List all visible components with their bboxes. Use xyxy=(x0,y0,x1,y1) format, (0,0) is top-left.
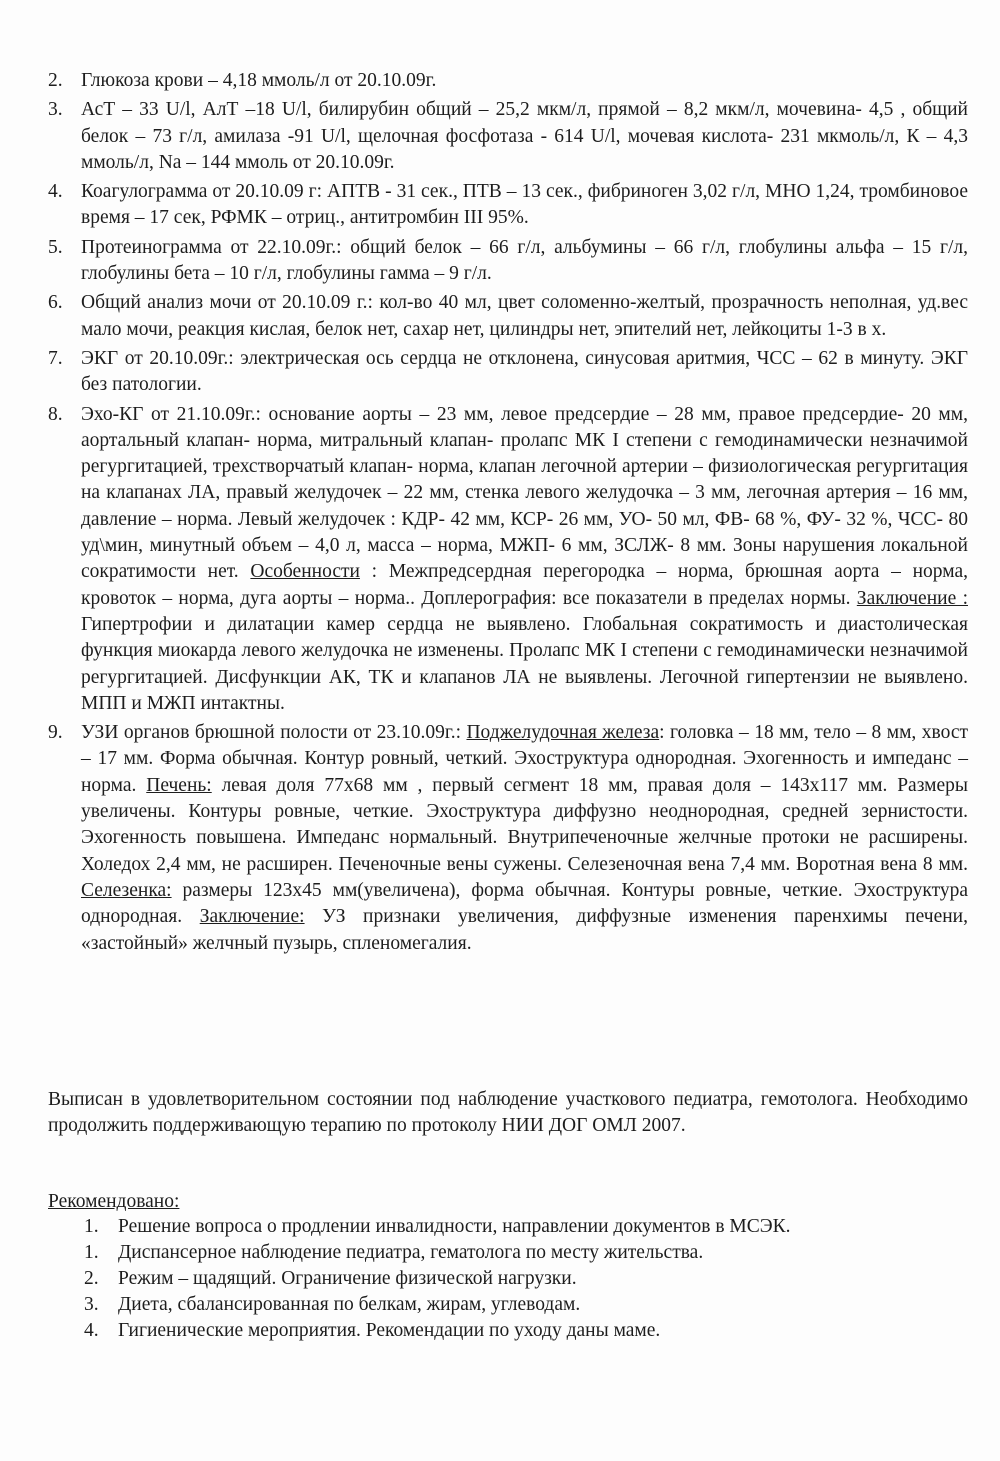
item-number: 4. xyxy=(48,181,63,203)
item-number: 7. xyxy=(48,347,63,369)
findings-list xyxy=(48,68,968,960)
echo-kg-item xyxy=(48,402,968,718)
list-item xyxy=(48,235,968,288)
item-text: : Межпредсердная перегородка – норма, брюшная аорта – норма, кровоток – норма, дуга аорты – норма.. Доплерография: все показатели в пределах нормы. xyxy=(81,561,968,609)
item-number: 1. xyxy=(84,1242,99,1263)
item-number: 8. xyxy=(48,403,63,425)
item-text: Диета, сбалансированная по белкам, жирам, углеводам. xyxy=(118,1294,581,1315)
item-text: Общий анализ мочи от 20.10.09 г.: кол-во 40 мл, цвет соломенно-желтый, прозрачность неполная, уд.вес мало мочи, реакция кислая, белок нет, сахар нет, цилиндры нет, эпителий нет, лейкоциты 1-3 в х. xyxy=(81,292,968,340)
list-item xyxy=(48,290,968,343)
pancreas-label: Поджелудочная железа xyxy=(466,722,660,744)
item-text: Диспансерное наблюдение педиатра, гематолога по месту жительства. xyxy=(118,1242,704,1263)
item-text: ЭКГ от 20.10.09г.: электрическая ось сердца не отклонена, синусовая аритмия, ЧСС – 62 в минуту. ЭКГ без патологии. xyxy=(81,347,968,396)
item-text: Протеинограмма от 22.10.09г.: общий белок – 66 г/л, альбумины – 66 г/л, глобулины альфа – 15 г/л, глобулины бета – 10 г/л, глобулины гамма – 9 г/л. xyxy=(81,236,968,285)
recommendations-list xyxy=(84,1214,964,1344)
list-item xyxy=(48,179,968,232)
list-item xyxy=(84,1318,964,1344)
item-text: АсТ – 33 U/l, АлТ –18 U/l, билирубин общий – 25,2 мкм/л, прямой – 8,2 мкм/л, мочевина- 4,5 , общий белок – 73 г/л, амилаза -91 U/l, щелочная фосфотаза - 614 U/l, мочевая кислота- 231 мкмоль/л, К – 4,3 ммоль/л, Na – 144 ммоль от 20.10.09г. xyxy=(81,99,968,173)
item-number: 6. xyxy=(48,292,63,314)
list-item xyxy=(84,1292,964,1318)
item-number: 2. xyxy=(84,1268,99,1289)
list-item xyxy=(48,97,968,176)
item-text: Коагулограмма от 20.10.09 г: АПТВ - 31 сек., ПТВ – 13 сек., фибриноген 3,02 г/л, МНО 1,24, тромбиновое время – 17 сек, РФМК – отриц., антитромбин III 95%. xyxy=(81,181,968,229)
item-number: 5. xyxy=(48,236,63,258)
item-number: 3. xyxy=(84,1294,99,1315)
item-text: Эхо-КГ от 21.10.09г.: основание аорты – 23 мм, левое предсердие – 28 мм, правое предсердие- 20 мм, аортальный клапан- норма, митральный клапан- пролапс МК I степени с гемодинамически незначимой регургитацией, трехстворчатый клапан- норма, клапан легочной артерии – физиологическая регургитация на клапанах ЛА, правый желудочек – 22 мм, стенка левого желудочка – 3 мм, легочная артерия – 16 мм, давление – норма. Левый желудочек : КДР- 42 мм, КСР- 26 мм, УО- 50 мл, ФВ- 68 %, ФУ- 32 %, ЧСС- 80 уд\мин, минутный объем – 4,0 л, масса – норма, МЖП- 6 мм, ЗСЛЖ- 8 мм. Зоны нарушения локальной сократимости нет. xyxy=(81,403,968,583)
item-text: Глюкоза крови – 4,18 ммоль/л от 20.10.09г. xyxy=(81,70,437,91)
list-item xyxy=(84,1266,964,1292)
item-text: Гигиенические мероприятия. Рекомендации по уходу даны маме. xyxy=(118,1320,661,1341)
underlined-label: Особенности xyxy=(250,561,360,583)
ultrasound-item xyxy=(48,720,968,957)
item-text: левая доля 77х68 мм , первый сегмент 18 мм, правая доля – 143х117 мм. Размеры увеличены. Контуры ровные, четкие. Эхоструктура диффузно неоднородная, средней зернистости. Эхогенность повышена. Импеданс нормальный. Внутрипеченочные желчные протоки не расширены. Холедох 2,4 мм, не расширен. Печеночные вены сужены. Селезеночная вена 7,4 мм. Воротная вена 8 мм. xyxy=(81,774,968,875)
discharge-paragraph: Выписан в удовлетворительном состоянии под наблюдение участкового педиатра, гемотолога. Необходимо продолжить поддерживающую терапию по протоколу НИИ ДОГ ОМЛ 2007. xyxy=(48,1089,968,1137)
item-text: Режим – щадящий. Ограничение физической нагрузки. xyxy=(118,1268,577,1289)
conclusion-label: Заключение: xyxy=(199,906,305,928)
item-text: размеры 123х45 мм(увеличена), форма обычная. Контуры ровные, четкие. Эхоструктура однородная. xyxy=(81,879,968,928)
item-number: 2. xyxy=(48,70,63,91)
item-number: 3. xyxy=(48,99,63,121)
list-item xyxy=(48,346,968,399)
recommendations-heading: Рекомендовано: xyxy=(48,1191,180,1212)
list-item xyxy=(48,68,968,94)
item-text: УЗ признаки увеличения, диффузные изменения паренхимы печени, «застойный» желчный пузырь, спленомегалия. xyxy=(81,906,968,954)
conclusion-label: Заключение : xyxy=(856,587,968,609)
list-item xyxy=(84,1240,964,1266)
item-text: УЗИ органов брюшной полости от 23.10.09г.: xyxy=(81,722,467,744)
item-number: 1. xyxy=(84,1216,99,1237)
item-text: : головка – 18 мм, тело – 8 мм, хвост – 17 мм. Форма обычная. Контур ровный, четкий. Эхоструктура однородная. Эхогенность и импеданс – норма. xyxy=(81,722,969,796)
item-number: 9. xyxy=(48,722,63,744)
list-item xyxy=(84,1214,964,1240)
item-text: Гипертрофии и дилатации камер сердца не выявлено. Глобальная сократимость и диастолическая функция миокарда левого желудочка не изменены. Пролапс МК I степени с гемодинамически незначимой регургитацией. Дисфункции АК, ТК и клапанов ЛА не выявлены. Легочной гипертензии не выявлено. МПП и МЖП интактны. xyxy=(81,613,968,714)
spleen-label: Селезенка: xyxy=(81,879,172,901)
item-text: Решение вопроса о продлении инвалидности, направлении документов в МСЭК. xyxy=(118,1216,791,1237)
liver-label: Печень: xyxy=(146,774,212,796)
item-number: 4. xyxy=(84,1320,99,1341)
